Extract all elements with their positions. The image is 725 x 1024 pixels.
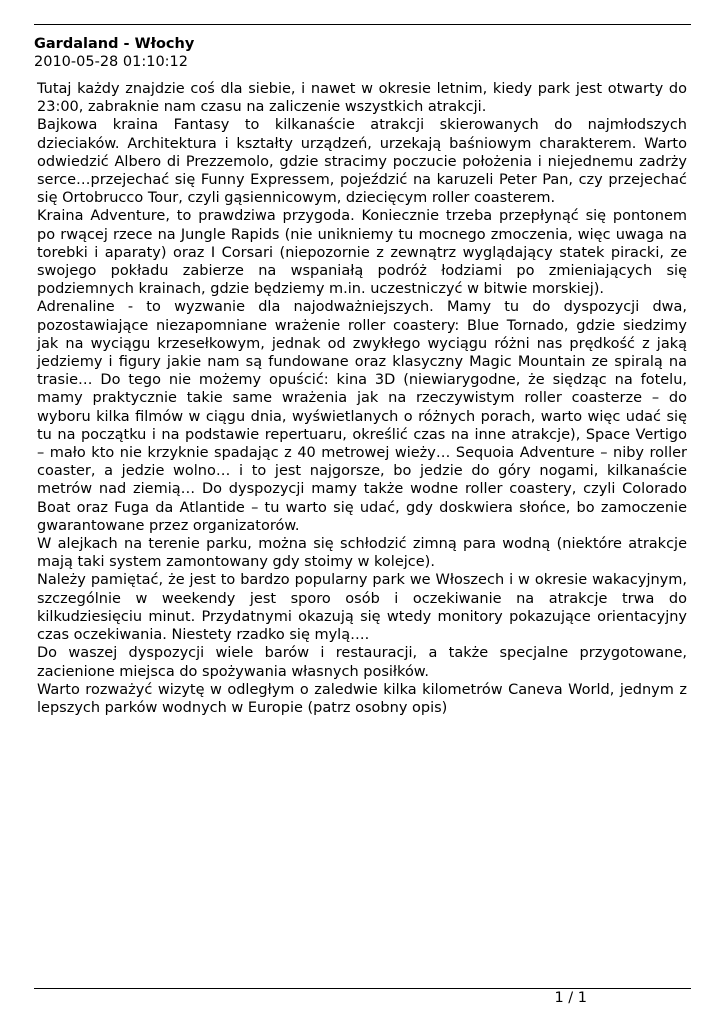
page-title: Gardaland - Włochy: [34, 36, 195, 52]
document-header: [34, 35, 691, 71]
paragraph-adventure: Kraina Adventure, to prawdziwa przygoda. Koniecznie trzeba przepłynąć się pontonem po rwącej rzece na Jungle Rapids (nie unikniemy tu mocnego zmoczenia, więc uwaga na torebki i aparaty) oraz I Corsari (niepozornie z zewnątrz wyglądający statek piracki, ze swojego pokładu zabierze na wspaniałą podróż łodziami po zmieniających się podziemnych krainach, gdzie będziemy m.in. uczestniczyć w bitwie morskiej).: [37, 208, 687, 298]
paragraph-fantasy: Bajkowa kraina Fantasy to kilkanaście atrakcji skierowanych do najmłodszych dzieciaków. Architektura i kształty urządzeń, urzekają baśniowym charakterem. Warto odwiedzić Albero di Prezzemolo, gdzie stracimy poczucie położenia i niejednemu zadrży serce…przejechać się Funny Expressem, pojeździć na karuzeli Peter Pan, czy przejechać się Ortobrucco Tour, czyli gąsiennicowym, dziecięcym roller coasterem.: [37, 117, 687, 207]
paragraph-alleys: W alejkach na terenie parku, można się schłodzić zimną para wodną (niektóre atrakcje mają taki system zamontowany gdy stoimy w kolejce).: [37, 536, 687, 571]
paragraph-caneva-world: Warto rozważyć wizytę w odległym o zaledwie kilka kilometrów Caneva World, jednym z lepszych parków wodnych w Europie (patrz osobny opis): [37, 681, 687, 716]
header-divider: [34, 24, 691, 25]
paragraph-adrenaline: Adrenaline - to wyzwanie dla najodważniejszych. Mamy tu do dyspozycji dwa, pozostawiające niezapomniane wrażenie roller coastery: Blue Tornado, gdzie siedzimy jak na wyciągu krzesełkowym, jednak od zwykłego wyciągu różni nas prędkość z jaką jedziemy i figury jakie nam są fundowane oraz klasyczny Magic Mountain ze spiralą na trasie… Do tego nie możemy opuścić: kina 3D (niewiarygodne, że siędząc na fotelu, mamy praktycznie takie same wrażenia jak na rzeczywistym roller coasterze – do wyboru kilka filmów w ciągu dnia, wyświetlanych o różnych porach, warto więc udać się tu na początku i na podstawie repertuaru, określić czas na inne atrakcje), Space Vertigo – mało kto nie krzyknie spadając z 40 metrowej wieży… Sequoia Adventure – niby roller coaster, a jedzie wolno… i to jest najgorsze, bo jedzie do góry nogami, kilkanaście metrów nad ziemią… Do dyspozycji mamy także wodne roller coastery, czyli Colorado Boat oraz Fuga da Atlantide – tu warto się udać, gdy doskwiera słońce, bo zamoczenie gwarantowane przez organizatorów.: [37, 299, 687, 534]
page-indicator: 1 / 1: [554, 990, 587, 1006]
publish-date: 2010-05-28 01:10:12: [34, 54, 188, 70]
paragraph-intro: Tutaj każdy znajdzie coś dla siebie, i nawet w okresie letnim, kiedy park jest otwarty do 23:00, zabraknie nam czasu na zaliczenie wszystkich atrakcji.: [37, 81, 687, 116]
article-body: [37, 80, 687, 717]
paragraph-restaurants: Do waszej dyspozycji wiele barów i restauracji, a także specjalne przygotowane, zacienione miejsca do spożywania własnych posiłków.: [37, 645, 687, 680]
paragraph-crowds: Należy pamiętać, że jest to bardzo popularny park we Włoszech i w okresie wakacyjnym, szczególnie w weekendy jest sporo osób i oczekiwanie na atrakcje trwa do kilkudziesięciu minut. Przydatnymi okazują się wtedy monitory pokazujące orientacyjny czas oczekiwania. Niestety rzadko się mylą….: [37, 572, 687, 644]
